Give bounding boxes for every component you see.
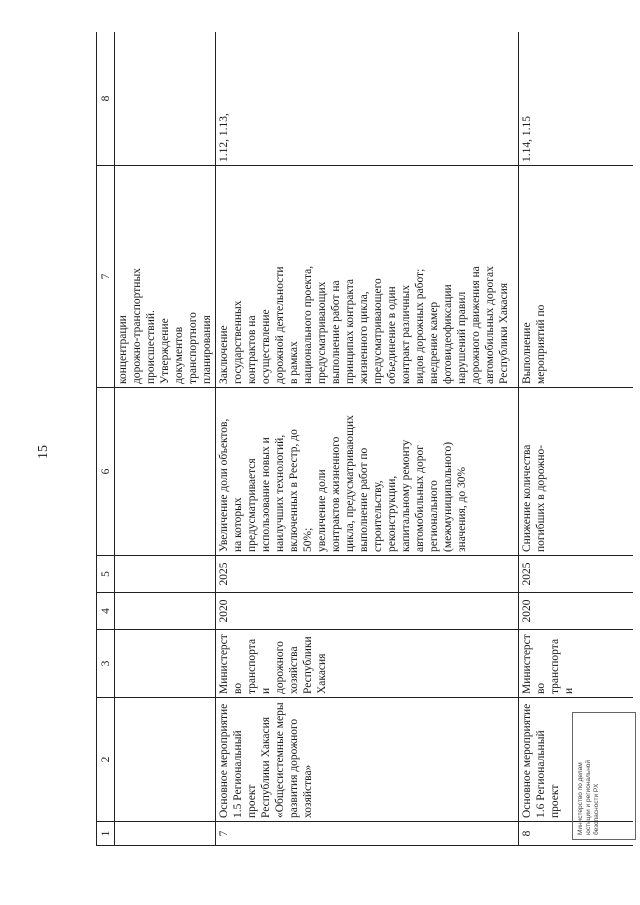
result-cell: Снижение количества погибших в дорожно-: [519, 388, 634, 556]
table-cell: [115, 698, 216, 822]
program-table: [96, 32, 633, 846]
start-year-cell: 2020: [519, 593, 634, 630]
executor-cell: Министерство транспорта и дорожного хозяйства Республики Хакасия: [216, 630, 519, 698]
column-number: 2: [97, 698, 115, 822]
column-number: 1: [97, 822, 115, 846]
column-number: 3: [97, 630, 115, 698]
executor-cell: Министерство транспорта и: [519, 630, 634, 698]
indicators-cell: 1.12, 1.13,: [216, 32, 519, 166]
table-row-continuation: [115, 32, 216, 846]
stamp-text: Министерство по делам юстиции и региональной безопасности РХ: [577, 759, 600, 835]
table-cell: [115, 593, 216, 630]
indicators-cell: 1.14, 1.15: [519, 32, 634, 166]
event-cell: Основное мероприятие 1.6 Региональный проект: [519, 698, 634, 822]
end-year-cell: 2025: [519, 556, 634, 593]
row-number-cell: 7: [216, 822, 519, 846]
row-number-cell: 8: [519, 822, 634, 846]
end-year-cell: 2025: [216, 556, 519, 593]
table-cell: [115, 630, 216, 698]
column-number: 5: [97, 556, 115, 593]
table-cell: [115, 388, 216, 556]
registration-stamp: [572, 712, 636, 840]
column-number: 4: [97, 593, 115, 630]
landscape-content: [96, 32, 633, 846]
column-number-row: [97, 32, 115, 846]
column-number: 6: [97, 388, 115, 556]
consequences-cell: концентрации дорожно-транспортных происшествий. Утверждение документов транспортного планирования: [115, 166, 216, 388]
column-number: 7: [97, 166, 115, 388]
page-number: 15: [36, 445, 51, 459]
rotated-page: [96, 32, 633, 846]
consequences-cell: Заключение государственных контрактов на осуществление дорожной деятельности в рамках национального проекта, предусматривающих выполнение работ на принципах контракта жизненного цикла, предусматривающего объединение в один контракт различных видов дорожных работ; внедрение камер фотовидеофиксации нарушений правил дорожного движения на автомобильных дорогах Республики Хакасия: [216, 166, 519, 388]
table-cell: [115, 556, 216, 593]
table-cell: [115, 32, 216, 166]
table-cell: [115, 822, 216, 846]
column-number: 8: [97, 32, 115, 166]
consequences-cell: Выполнение мероприятий по: [519, 166, 634, 388]
table-row: [216, 32, 519, 846]
result-cell: Увеличение доли объектов, на которых предусматривается использование новых и наилучших технологий, включенных в Реестр, до 50%; увеличение доли контрактов жизненного цикла, предусматривающих выполнение работ по строительству, реконструкции, капитальному ремонту автомобильных дорог регионального (межмуниципального) значения, до 30%: [216, 388, 519, 556]
event-cell: Основное мероприятие 1.5 Региональный проект Республики Хакасия «Общесистемные меры развития дорожного хозяйства»: [216, 698, 519, 822]
start-year-cell: 2020: [216, 593, 519, 630]
